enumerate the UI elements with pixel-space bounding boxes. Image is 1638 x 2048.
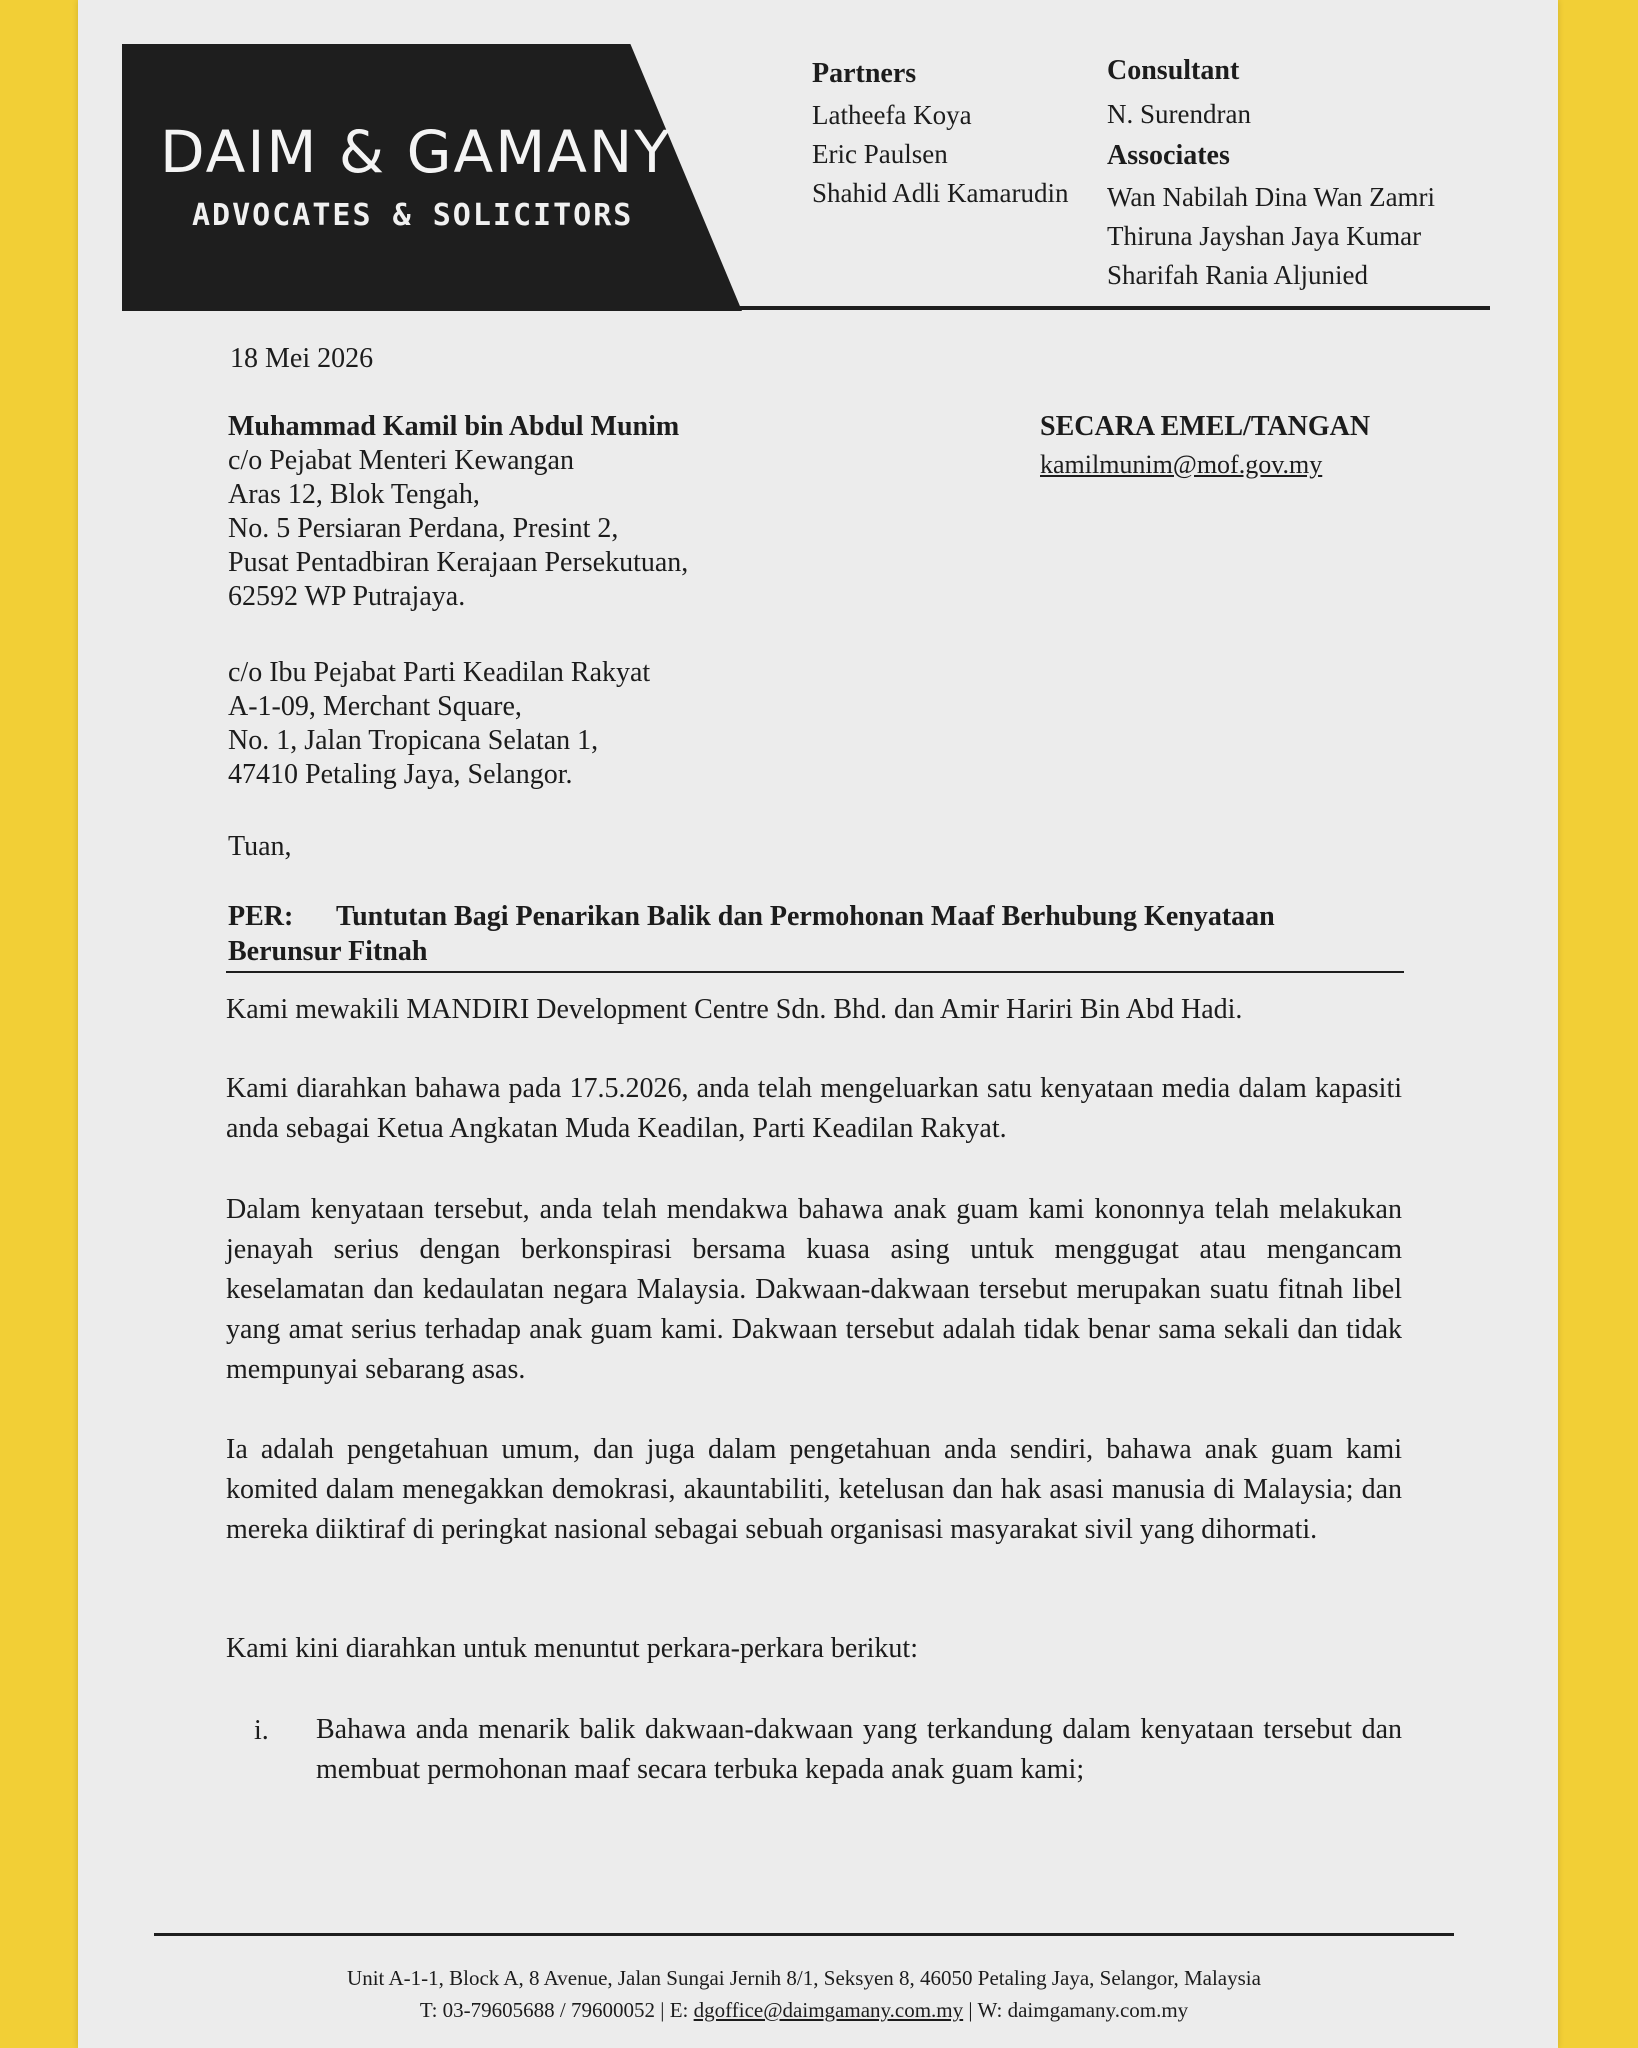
recipient-name: Muhammad Kamil bin Abdul Munim [228, 411, 680, 442]
address-line: 62592 WP Putrajaya. [228, 581, 466, 612]
header-divider [122, 306, 1490, 310]
address-line: c/o Pejabat Menteri Kewangan [228, 445, 574, 476]
consultant-heading: Consultant [1107, 55, 1240, 86]
recipient-email-link[interactable]: kamilmunim@mof.gov.my [1040, 450, 1323, 479]
associates-list [1107, 178, 1435, 295]
list-item-text: Bahawa anda menarik balik dakwaan-dakwaan yang terkandung dalam kenyataan tersebut dan membuat permohonan maaf secara terbuka kepada anak guam kami; [316, 1714, 1402, 1785]
subject-line-1: Tuntutan Bagi Penarikan Balik dan Permohonan Maaf Berhubung Kenyataan [336, 901, 1275, 932]
partner-name: Shahid Adli Kamarudin [812, 178, 1069, 208]
associate-name: Sharifah Rania Aljunied [1107, 260, 1368, 290]
subject-label: PER: [228, 901, 294, 932]
salutation: Tuan, [228, 831, 292, 862]
body-paragraph: Kami diarahkan bahawa pada 17.5.2026, anda telah mengeluarkan satu kenyataan media dalam kapasiti anda sebagai Ketua Angkatan Muda Keadilan, Parti Keadilan Rakyat. [226, 1073, 1402, 1144]
body-paragraph: Ia adalah pengetahuan umum, dan juga dalam pengetahuan anda sendiri, bahawa anak guam kami komited dalam menegakkan demokrasi, akauntabiliti, ketelusan dan hak asasi manusia di Malaysia; dan mereka diiktiraf di peringkat nasional sebagai sebuah organisasi masyarakat sivil yang dihormati. [226, 1434, 1402, 1545]
letter-date: 18 Mei 2026 [230, 343, 374, 374]
associate-name: Wan Nabilah Dina Wan Zamri [1107, 182, 1436, 212]
address-line: 47410 Petaling Jaya, Selangor. [228, 759, 573, 790]
partner-name: Latheefa Koya [812, 100, 972, 130]
footer-contact [154, 1998, 1454, 2023]
partners-heading: Partners [812, 58, 917, 89]
footer-website: | W: daimgamany.com.my [963, 1998, 1189, 2022]
address-line: Aras 12, Blok Tengah, [228, 479, 480, 510]
footer-address: Unit A-1-1, Block A, 8 Avenue, Jalan Sungai Jernih 8/1, Seksyen 8, 46050 Petaling Jaya, Selangor, Malaysia [347, 1966, 1261, 1990]
body-paragraph: Dalam kenyataan tersebut, anda telah mendakwa bahawa anak guam kami kononnya telah melakukan jenayah serius dengan berkonspirasi bersama kuasa asing untuk menggugat atau mengancam keselamatan dan kedaulatan negara Malaysia. Dakwaan-dakwaan tersebut merupakan suatu fitnah libel yang amat serius terhadap anak guam kami. Dakwaan tersebut adalah tidak benar sama sekali dan tidak mempunyai sebarang asas. [226, 1194, 1402, 1385]
list-item-marker: i. [254, 1715, 269, 1746]
address-line: Pusat Pentadbiran Kerajaan Persekutuan, [228, 547, 689, 578]
second-address-block [228, 656, 650, 792]
address-line: No. 1, Jalan Tropicana Selatan 1, [228, 725, 599, 756]
recipient-address-block [228, 410, 688, 614]
firm-tagline: ADVOCATES & SOLICITORS [192, 198, 634, 233]
address-line: A-1-09, Merchant Square, [228, 691, 522, 722]
associates-heading: Associates [1107, 140, 1230, 171]
body-paragraph: Kami kini diarahkan untuk menuntut perkara-perkara berikut: [226, 1633, 918, 1664]
associate-name: Thiruna Jayshan Jaya Kumar [1107, 221, 1422, 251]
address-line: No. 5 Persiaran Perdana, Presint 2, [228, 513, 619, 544]
partners-list [812, 96, 1068, 213]
partner-name: Eric Paulsen [812, 139, 948, 169]
address-line: c/o Ibu Pejabat Parti Keadilan Rakyat [228, 657, 651, 688]
footer-divider [154, 1933, 1454, 1936]
firm-name: DAIM & GAMANY [160, 118, 672, 186]
consultant-name: N. Surendran [1107, 99, 1251, 129]
body-paragraph: Kami mewakili MANDIRI Development Centre Sdn. Bhd. dan Amir Hariri Bin Abd Hadi. [226, 994, 1243, 1025]
footer-email-link[interactable]: dgoffice@daimgamany.com.my [693, 1998, 964, 2022]
subject-line-2: Berunsur Fitnah [228, 936, 428, 967]
footer-phone: T: 03-79605688 / 79600052 | E: [419, 1998, 694, 2022]
delivery-method: SECARA EMEL/TANGAN [1040, 411, 1371, 442]
subject-underline [226, 971, 1404, 973]
